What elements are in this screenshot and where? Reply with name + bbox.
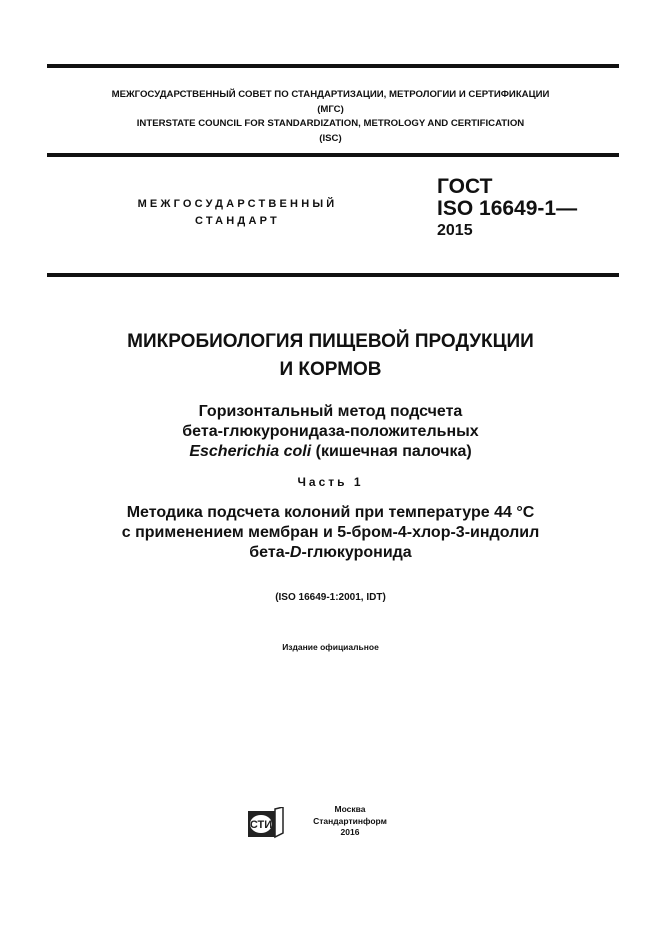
standard-type xyxy=(100,196,375,230)
council-en-abbr: (ISC) xyxy=(319,132,342,144)
svg-text:СТИ: СТИ xyxy=(249,819,273,831)
publisher-city: Москва xyxy=(334,804,366,814)
designation-year: 2015 xyxy=(437,222,473,239)
subtitle-line1: Горизонтальный метод подсчета xyxy=(198,403,463,420)
standard-type-line2: СТАНДАРТ xyxy=(195,215,280,227)
method-line3 xyxy=(0,543,661,563)
method-line3-a: бета- xyxy=(249,544,290,561)
subtitle-line2: бета-глюкуронидаза-положительных xyxy=(182,423,479,440)
designation-gost: ГОСТ xyxy=(437,175,493,198)
bottom-rule xyxy=(47,273,619,277)
method-title xyxy=(0,503,661,563)
top-rule xyxy=(47,64,619,68)
middle-rule xyxy=(47,153,619,157)
method-line2: с применением мембран и 5-бром-4-хлор-3-индолил xyxy=(121,524,540,541)
species-name: Escherichia coli xyxy=(189,443,312,460)
method-line3-b: -глюкуронида xyxy=(301,544,412,561)
designation-number: ISO 16649-1— xyxy=(437,197,578,220)
publisher-block xyxy=(290,804,410,839)
title-line2: И КОРМОВ xyxy=(279,359,382,380)
standard-type-line1: МЕЖГОСУДАРСТВЕННЫЙ xyxy=(137,198,338,210)
title-line1: МИКРОБИОЛОГИЯ ПИЩЕВОЙ ПРОДУКЦИИ xyxy=(127,331,534,352)
standard-designation xyxy=(437,176,577,242)
method-line1: Методика подсчета колоний при температуре 44 °С xyxy=(126,504,535,521)
council-en: INTERSTATE COUNCIL FOR STANDARDIZATION, METROLOGY AND CERTIFICATION xyxy=(136,118,525,129)
council-ru: МЕЖГОСУДАРСТВЕННЫЙ СОВЕТ ПО СТАНДАРТИЗАЦИИ, МЕТРОЛОГИИ И СЕРТИФИКАЦИИ xyxy=(111,89,550,100)
part-label: Часть 1 xyxy=(297,475,364,489)
standartinform-logo-icon xyxy=(245,807,285,839)
publisher-name: Стандартинформ xyxy=(313,815,387,826)
edition-label: Издание официальное xyxy=(282,642,379,652)
document-subtitle xyxy=(0,402,661,462)
method-line3-italic: D xyxy=(289,544,302,561)
species-common-name: (кишечная палочка) xyxy=(311,443,472,460)
document-title xyxy=(0,328,661,384)
council-header xyxy=(0,88,661,146)
iso-reference: (ISO 16649-1:2001, IDT) xyxy=(275,592,386,603)
subtitle-line3 xyxy=(0,442,661,462)
publisher-year: 2016 xyxy=(340,827,360,837)
council-ru-abbr: (МГС) xyxy=(317,103,344,115)
